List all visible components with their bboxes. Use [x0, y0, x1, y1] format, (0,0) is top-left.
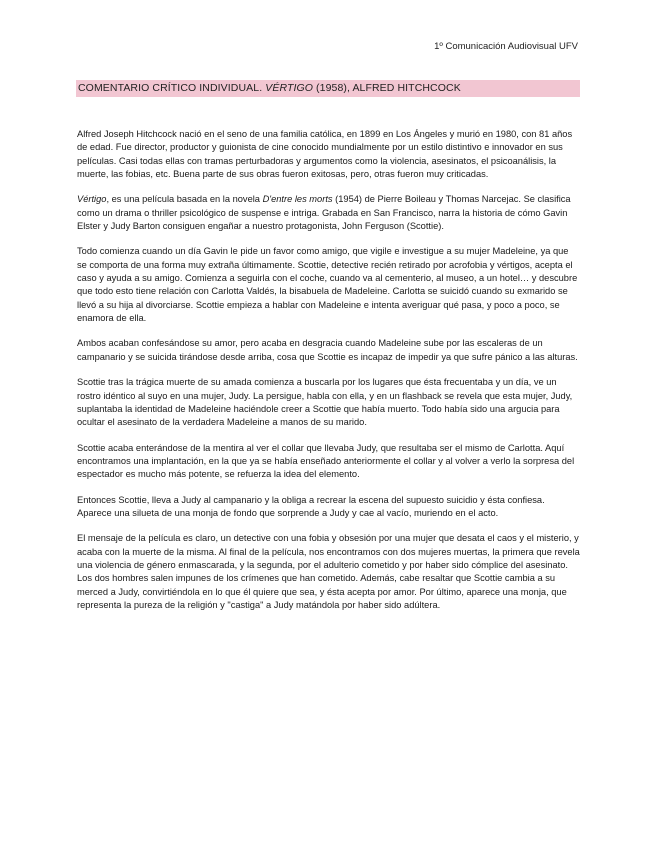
course-header: 1º Comunicación Audiovisual UFV	[434, 41, 578, 52]
paragraph-text: , es una película basada en la novela	[106, 194, 263, 205]
paragraph-text: (1954) de Pierre Boileau y Thomas Narcejac. Se clasifica como un drama o thriller psicológico de suspense e intriga. Grabada en San Francisco, narra la historia de cómo Gavin Elster y Judy Barton consiguen engañar a nuestro protagonista, John Ferguson (Scottie).	[77, 194, 571, 231]
paragraph-necklace: Scottie acaba enterándose de la mentira al ver el collar que llevaba Judy, que resultaba ser el mismo de Carlotta. Aquí encontramos una implantación, en la que ya se había enseñado anteriormente el collar y al volver a verlo la sorpresa del espectador es mucho más potente, se refuerza la idea del elemento.	[77, 442, 575, 480]
title-prefix: COMENTARIO CRÍTICO INDIVIDUAL.	[78, 82, 266, 94]
paragraph-search: Scottie tras la trágica muerte de su amada comienza a buscarla por los lugares que ésta frecuentaba y un día, ve un rostro idéntico al suyo en una mujer, Judy. La persigue, habla con ella, y en un flashback se revela que esta mujer, Judy, suplantaba la identidad de Madeleine haciéndole creer a Scottie que había muerto. Todo había sido una argucia para ocultar el asesinato de la verdadera Madeleine a manos de su marido.	[77, 377, 573, 428]
paragraph-film-intro	[77, 193, 580, 233]
paragraph-plot-start: Todo comienza cuando un día Gavin le pide un favor como amigo, que vigile e investigue a su mujer Madeleine, ya que se comporta de una forma muy extraña últimamente. Scottie, detective recién retirado por acrofobia y vértigos, acepta el caso y ayuda a su amigo. Comienza a seguirla con el coche, cuando va al cementerio, al museo, a un hotel… y descubre que todo esto tiene relación con Carlotta Valdés, la bisabuela de Madeleine. Carlotta se suicidó cuando su exmarido se llevó a su hija al divorciarse. Scottie empieza a hablar con Madeleine e intenta averiguar qué pasa, y poco a poco, se enamora de ella.	[77, 246, 578, 323]
document-title	[76, 80, 580, 97]
title-film: VÉRTIGO	[265, 82, 314, 94]
paragraph-confession: Ambos acaban confesándose su amor, pero acaba en desgracia cuando Madeleine sube por las escaleras de un campanario y se suicida tirándose desde arriba, cosa que Scottie es incapaz de impedir ya que sufre pánico a las alturas.	[77, 338, 578, 362]
paragraph-message: El mensaje de la película es claro, un detective con una fobia y obsesión por una mujer que desata el caos y el misterio, y acaba con la muerte de la misma. Al final de la película, nos encontramos con dos mujeres muertas, la primera que revela una violencia de género enmascarada, y la segunda, por el adulterio cometido y por haber sido cómplice del asesinato. Los dos hombres salen impunes de los crímenes que han cometido. Además, cabe resaltar que Scottie cambia a su merced a Judy, convirtiéndola en lo que él quiere que sea, y ésta acepta por amor. Por último, aparece una monja, que representa la pureza de la religión y "castiga" a Judy matándola por haber sido adúltera.	[77, 533, 580, 610]
film-title-italic: Vértigo	[77, 194, 107, 205]
paragraph-biography: Alfred Joseph Hitchcock nació en el seno de una familia católica, en 1899 en Los Ángeles y murió en 1980, con 81 años de edad. Fue director, productor y guionista de cine conocido mundialmente por un estilo distintivo e innovador en sus películas. Casi todas ellas con tramas perturbadoras y argumentos como la violencia, asesinatos, el psicoanálisis, la muerte, las fobias, etc. Buena parte de sus obras fueron exitosas, pero, otras fueron muy criticadas.	[77, 129, 573, 179]
document-body	[77, 128, 580, 624]
title-suffix: (1958), ALFRED HITCHCOCK	[313, 82, 461, 94]
novel-title-italic: D'entre les morts	[262, 194, 333, 205]
paragraph-bell-tower: Entonces Scottie, lleva a Judy al campanario y la obliga a recrear la escena del supuesto suicidio y ésta confiesa. Aparece una silueta de una monja de fondo que sorprende a Judy y cae al vacío, muriendo en el acto.	[77, 494, 545, 518]
